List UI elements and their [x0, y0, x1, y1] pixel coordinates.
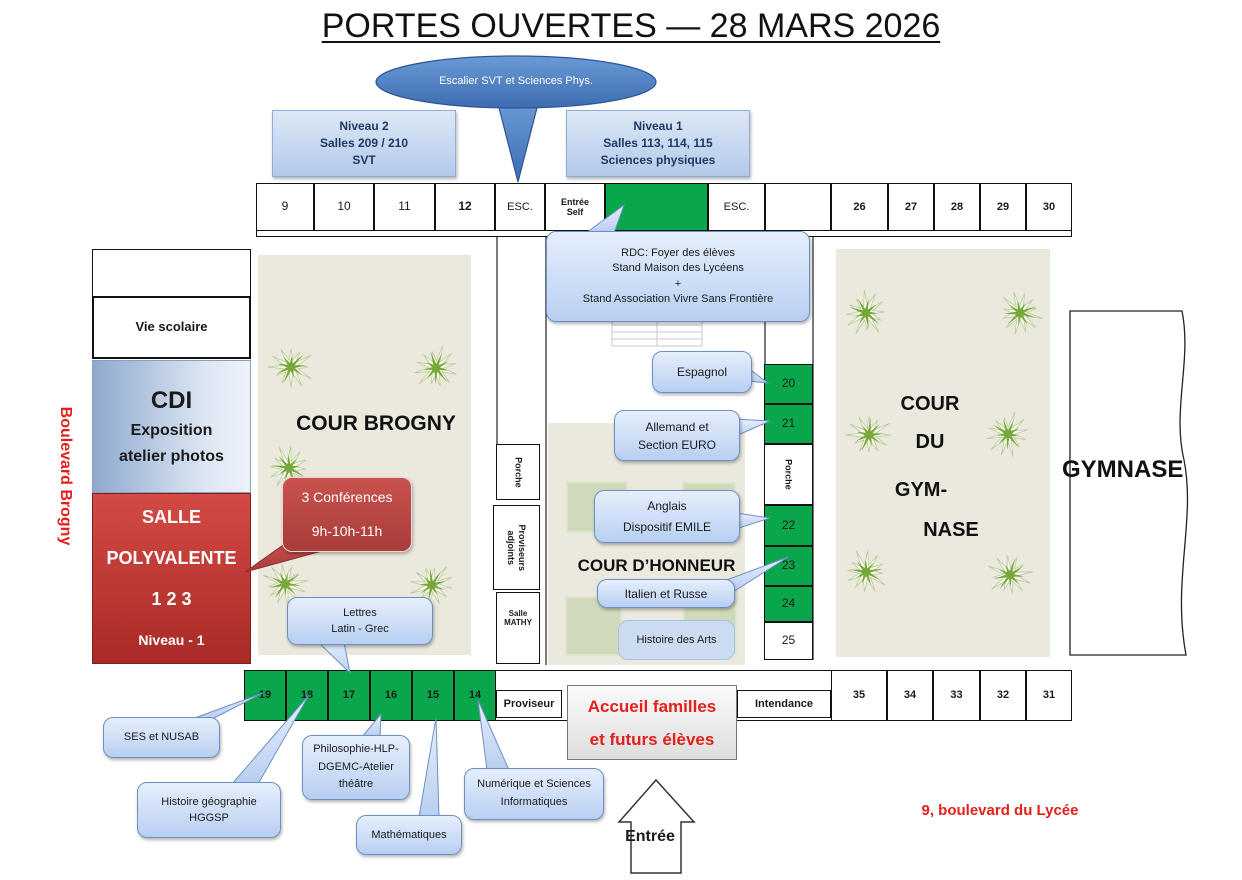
- niveau-2-callout: [272, 110, 456, 177]
- espagnol-callout: [652, 351, 752, 393]
- mathematiques-label: Mathématiques: [371, 828, 447, 841]
- callout-pointer: [736, 513, 770, 529]
- numerique-line: Informatiques: [500, 796, 568, 808]
- callout-pointer: [318, 642, 350, 673]
- niveau-2-line: SVT: [352, 153, 376, 168]
- philosophie-line: Philosophie-HLP-: [313, 743, 399, 756]
- cour-gymnase-label-line: COUR: [900, 393, 960, 415]
- cdi-exhibition-line: atelier photos: [119, 447, 224, 465]
- callout-pointer: [362, 714, 381, 737]
- room-32: 32: [980, 670, 1026, 721]
- address-label: 9, boulevard du Lycée: [921, 802, 1079, 819]
- philosophie-line: DGEMC-Atelier: [318, 760, 394, 773]
- street-label-boulevard-brogny: Boulevard Brogny: [57, 406, 74, 546]
- room-27: 27: [888, 183, 934, 231]
- rdc-line: Stand Association Vivre Sans Frontière: [582, 292, 774, 305]
- histoire-geo-line: Histoire géographie: [161, 795, 257, 808]
- conferences-line: 3 Conférences: [301, 488, 393, 505]
- room-9: 9: [256, 183, 314, 231]
- entrance-label: Entrée: [625, 828, 675, 845]
- allemand-line: Section EURO: [637, 437, 717, 452]
- accueil-line: Accueil familles: [587, 696, 717, 716]
- room-14: 14: [454, 670, 496, 721]
- ses-nusab-label: SES et NUSAB: [123, 731, 200, 744]
- room-35: 35: [831, 670, 887, 721]
- room-21: 21: [764, 404, 813, 444]
- vie-scolaire-room: Vie scolaire: [92, 296, 251, 359]
- self-entrance: Entrée Self: [545, 183, 605, 231]
- callout-pointer: [419, 718, 439, 817]
- intendance-office: Intendance: [737, 690, 831, 718]
- niveau-2-line: Niveau 2: [339, 118, 389, 133]
- cdi-exhibition-line: Exposition: [130, 421, 213, 439]
- ses-nusab-callout: [103, 717, 220, 758]
- conferences-callout: [282, 477, 412, 552]
- room-17: 17: [328, 670, 370, 721]
- cour-gymnase-label-line: DU: [915, 431, 945, 453]
- rdc-line: +: [674, 277, 682, 290]
- cour-brogny-label: COUR BROGNY: [296, 412, 456, 435]
- accueil-line: et futurs élèves: [589, 729, 715, 749]
- room-10: 10: [314, 183, 374, 231]
- espagnol-label: Espagnol: [676, 365, 728, 379]
- niveau-2-line: Salles 209 / 210: [319, 135, 409, 150]
- room-33: 33: [933, 670, 980, 721]
- room-31: 31: [1026, 670, 1072, 721]
- histoire-geo-callout: [137, 782, 281, 838]
- porche-label: Porche: [513, 456, 524, 488]
- room-34: 34: [887, 670, 933, 721]
- lettres-callout: [287, 597, 433, 645]
- niveau-1-line: Salles 113, 114, 115: [603, 135, 713, 150]
- histoire-arts-callout: [618, 620, 735, 660]
- philosophie-line: théâtre: [338, 778, 374, 791]
- niveau-1-callout: [566, 110, 750, 177]
- proviseurs-adjoints-line: Proviseurs: [517, 524, 528, 571]
- cour-gymnase-label-line: GYM-: [894, 479, 948, 501]
- proviseurs-adjoints-line: adjoints: [506, 530, 517, 565]
- callout-pointer: [478, 700, 509, 770]
- cour-honneur-label: COUR D’HONNEUR: [577, 556, 736, 575]
- salle-line: Niveau - 1: [138, 631, 205, 648]
- room-29: 29: [980, 183, 1026, 231]
- italien-russe-label: Italien et Russe: [624, 586, 708, 601]
- salle-mathy-line: Salle: [508, 609, 528, 618]
- salle-line: POLYVALENTE: [106, 547, 237, 568]
- lettres-line: Latin - Grec: [331, 623, 389, 635]
- rdc-foyer-callout: [546, 231, 810, 322]
- mathematiques-callout: [356, 815, 462, 855]
- callout-pointer: [586, 205, 624, 233]
- porche-label: Porche: [783, 459, 794, 490]
- room-23: 23: [764, 546, 813, 586]
- room-19: 19: [244, 670, 286, 721]
- proviseur-office: Proviseur: [496, 690, 562, 718]
- philosophie-callout: [302, 735, 410, 800]
- stairs-callout-pointer: [497, 100, 539, 182]
- salle-line: 1 2 3: [151, 588, 192, 609]
- stairs-left: ESC.: [495, 183, 545, 231]
- cour-gymnase-label-line: NASE: [923, 519, 979, 541]
- anglais-line: Anglais: [647, 498, 687, 513]
- room-20: 20: [764, 364, 813, 404]
- callout-pointer: [192, 693, 263, 719]
- anglais-callout: [594, 490, 740, 543]
- rdc-line: Stand Maison des Lycéens: [612, 262, 744, 275]
- room-26: 26: [831, 183, 888, 231]
- histoire-arts-label: Histoire des Arts: [636, 633, 717, 646]
- room-22: 22: [764, 505, 813, 546]
- numerique-line: Numérique et Sciences: [477, 778, 591, 791]
- histoire-geo-line: HGGSP: [189, 812, 229, 824]
- page-title: PORTES OUVERTES — 28 MARS 2026: [321, 7, 941, 45]
- conferences-line: 9h-10h-11h: [311, 522, 383, 539]
- italien-russe-callout: [597, 579, 735, 608]
- salle-line: SALLE: [141, 506, 201, 527]
- lettres-line: Lettres: [343, 606, 377, 619]
- niveau-1-line: Niveau 1: [633, 118, 683, 133]
- gymnase-label: GYMNASE: [1062, 456, 1184, 483]
- room-11: 11: [374, 183, 435, 231]
- room-25: 25: [764, 622, 813, 660]
- callout-pointer: [736, 419, 770, 436]
- allemand-callout: [614, 410, 740, 461]
- niveau-1-line: Sciences physiques: [600, 153, 716, 168]
- callout-pointer: [232, 695, 309, 784]
- room-15: 15: [412, 670, 454, 721]
- room-16: 16: [370, 670, 412, 721]
- room-24: 24: [764, 586, 813, 622]
- room-12: 12: [435, 183, 495, 231]
- numerique-callout: [464, 768, 604, 820]
- rdc-line: RDC: Foyer des élèves: [621, 246, 735, 259]
- room-18: 18: [286, 670, 328, 721]
- cdi-label: CDI: [150, 386, 193, 414]
- salle-mathy-line: MATHY: [504, 618, 532, 628]
- stairs-right: ESC.: [708, 183, 765, 231]
- allemand-line: Allemand et: [645, 419, 709, 434]
- anglais-line: Dispositif EMILE: [622, 519, 712, 534]
- room-28: 28: [934, 183, 980, 231]
- room-30: 30: [1026, 183, 1072, 231]
- stairs-callout-text: Escalier SVT et Sciences Phys.: [439, 75, 593, 87]
